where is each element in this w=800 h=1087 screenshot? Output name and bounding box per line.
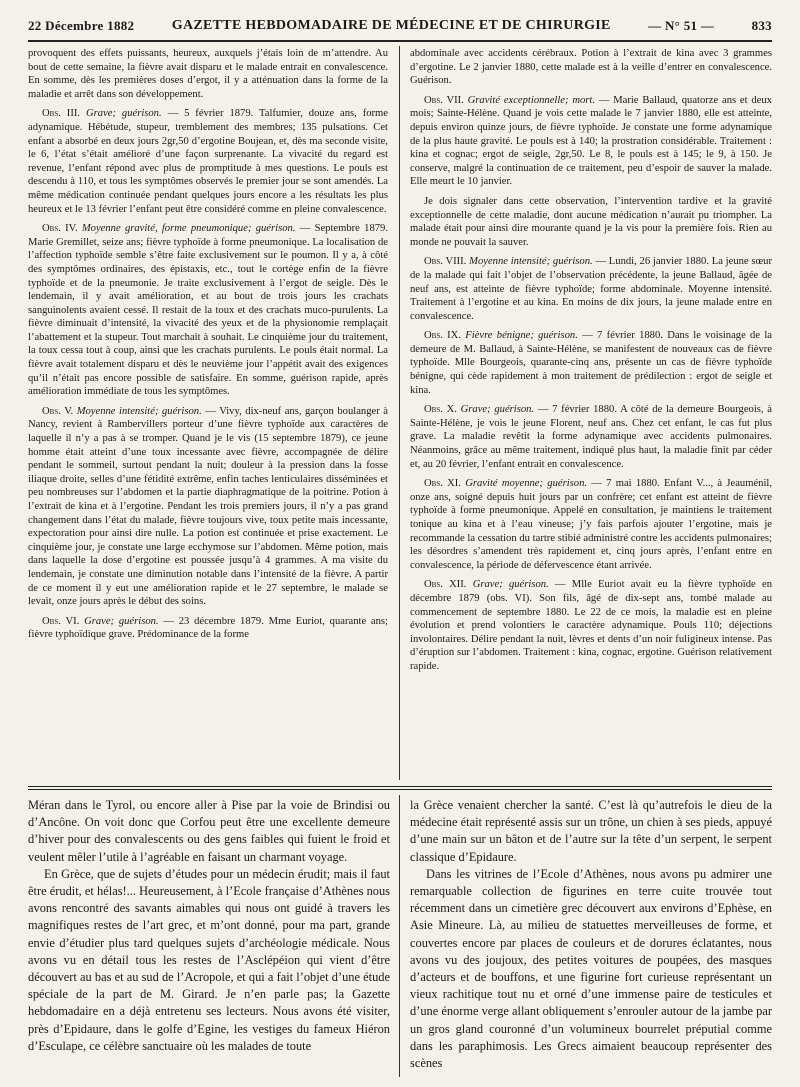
observation-7 — [410, 94, 772, 189]
observation-9 — [410, 329, 772, 397]
column-divider — [399, 46, 400, 780]
journal-title: GAZETTE HEBDOMADAIRE DE MÉDECINE ET DE CHIRURGIE — [171, 18, 611, 33]
paragraph — [410, 47, 772, 88]
obs-text: — Lundi, 26 janvier 1880. La jeune sœur de la malade qui fait l’objet de l’observation précédente, la jeune Ballaud, âgée de neuf ans, est atteinte de fièvre typhoïde; forme abdominale. Moyenne intensité. Traitement à l’ergotine et au kina. En moins de dix jours, la jeune malade entre en convalescence. — [410, 256, 772, 322]
obs-lead: Obs. VIII. — [424, 256, 467, 268]
paragraph — [410, 195, 772, 249]
obs-subtitle: Moyenne intensité; guérison. — [469, 256, 593, 268]
paragraph: Dans les vitrines de l’Ecole d’Athènes, nous avons pu admirer une remarquable collection de figurines en terre cuite trouvée tout récemment dans un cimetière grec découvert aux environs d’Ephèse, en Asie Mineure. Là, au milieu de statuettes merveilleuses de forme, et couvertes encore par places de couleurs et de dorures éclatantes, nous avons vu des joujoux, des petites voitures de poupées, des masques d’acteurs et de bouffons, et une figurine fort curieuse représentant un vieux rachitique tout nu et orné d’une immense paire de testicules et d’une énorme verge allant obliquement s’enrouler autour de la jambe par un gros gland couronné d’un volumineux bourrelet préputial comme dans les paraphimosis. Les Grecs aimaient beaucoup représenter des scènes — [410, 866, 772, 1071]
observation-10 — [410, 403, 772, 471]
obs-text: provoquent des effets puissants, heureux, auxquels j’étais loin de m’attendre. Au bout de cette semaine, la fièvre avait disparu et le malade entrait en convalescence. En somme, dès les premières doses d’ergot, il y a atténuation dans la forme de la maladie et arrêt dans son développement. — [28, 48, 388, 100]
header-date: 22 Décembre 1882 — [28, 18, 135, 33]
obs-text: — 7 mai 1880. Enfant V..., à Jeauménil, onze ans, soigné depuis huit jours par un confrère; cet enfant est atteint de fièvre typhoïde à forme pneumonique. Appelé en consultation, je maintiens le traitement tonique au kina et à l’eau vineuse; j’y fais parfois ajouter l’ergotine, mais je recommande la cessation du tartre stibié administré contre les accidents pulmonaires; les désordres s’amendent très rapidement et, cinq jours après, l’enfant entre en convalescence, la période de défervescence étant arrivée. — [410, 478, 772, 571]
obs-text: — Septembre 1879. Marie Gremillet, seize ans; fièvre typhoïde à forme pneumonique. La localisation de l’affection typhoïde semble s’être faite exclusivement sur le poumon. Il y a, à côté des symptômes ordinaires, des épistaxis, etc., tout le cortège enfin de la fièvre typhoïde et de la pneumonie. Je traite exclusivement à l’ergot de seigle. Dès le lendemain, il y avait amélioration, et au bout de trois jours les crachats sanguinolents avaient cessé. Il restait de la toux et des crachats muco-purulents. La fièvre diminuait d’intensité, la vivacité des yeux et de la physionomie remplaçait l’abattement et la stupeur. Tout marchait à souhait. Le cinquième jour du traitement, la toux cessa tout à coup, ainsi que les crachats purulents. Le pouls était normal. La fièvre avait totalement disparu et dès le neuvième jour l’appétit avait des exigences qu’il n’était pas encore possible de satisfaire. En somme, guérison rapide, après amélioration immédiate de tous les symptômes. — [28, 223, 388, 398]
obs-subtitle: Grave; guérison. — [460, 404, 535, 416]
obs-lead: Obs. XII. — [424, 579, 467, 591]
obs-text: — Mlle Euriot avait eu la fièvre typhoïde en décembre 1879 (obs. VI). Son fils, âgé de dix-sept ans, tombé malade au commencement de septembre 1880. Le 22 de ce mois, la maladie est en pleine évolution et prend volontiers le caractère adynamique. Pouls 110; déjections involontaires. Délire pendant la nuit, lèvres et dents d’un noir fuligineux intense. Pas d’éruption sur l’abdomen. Traitement : kina, cognac, ergotine. Guérison relativement rapide. — [410, 579, 772, 672]
paragraph — [28, 47, 388, 101]
obs-text: Je dois signaler dans cette observation, l’intervention tardive et la gravité exceptionnelle de cette maladie, dont aucune médication n’aurait pu triompher. La malade était pour ainsi dire mourante quand je la vis pour la première fois. Rien au monde ne pouvait la sauver. — [410, 195, 772, 248]
obs-text: — 7 février 1880. A côté de la demeure Bourgeois, à Sainte-Hélène, je vois le jeune Florent, neuf ans. Chez cet enfant, le cas fut plus grave. La maladie revêtit la forme adynamique avec accidents pulmonaires. Néanmoins, grâce au même traitement, indiqué plus haut, la maladie finit par céder et, au 20 février, l’enfant entrait en convalescence. — [410, 404, 772, 470]
feuilleton-right — [410, 797, 772, 1072]
observation-5 — [28, 405, 388, 609]
feuilleton-left — [28, 797, 390, 1055]
obs-subtitle: Grave; guérison. — [85, 108, 162, 120]
obs-text: — Vivy, dix-neuf ans, garçon boulanger à Nancy, revient à Rambervillers porteur d’une fièvre typhoïde aux caractères de laquelle il n’y a pas à se tromper. Quand je le vis (15 septembre 1879), ce jeune homme était atteint d’une toux incessante avec fièvre, accompagnée de délire pendant le sommeil, surtout pendant la nuit; douleur à la pression dans la fosse iliaque droite, selles d’une fétidité extrême, enfin taches lenticulaires disséminées et peu nombreuses sur l’abdomen et la partie diaphragmatique de la poitrine. Potion à l’extrait de kina et à l’ergotine. Pendant les trois premiers jours, il n’y a pas grand changement dans l’état du malade, fièvre toujours vive, toux petite mais incessante, expectoration pour ainsi dire nulle. La potion est continuée et prise exactement. Le cinquième jour, je constate une large ecchymose sur l’abdomen. Même potion, mais dans laquelle la dose d’ergotine est poussée jusqu’à 4 grammes. A ma visite du lendemain, je constate une diminution notable dans l’intensité de la fièvre. A partir de ce moment il y eut une amélioration rapide et le 27 septembre, le malade se levait, onze jours après le début des soins. — [28, 405, 388, 608]
obs-lead: Obs. IV. — [42, 223, 78, 235]
observation-11 — [410, 477, 772, 572]
obs-subtitle: Gravité moyenne; guérison. — [465, 478, 588, 490]
obs-subtitle: Grave; guérison. — [472, 579, 549, 591]
obs-lead: Obs. V. — [42, 405, 74, 417]
page-number: 833 — [751, 18, 772, 33]
observation-6 — [28, 615, 388, 642]
obs-subtitle: Fièvre bénigne; guérison. — [465, 330, 578, 342]
obs-lead: Obs. X. — [424, 404, 457, 416]
issue-number: — N° 51 — — [648, 18, 715, 33]
observation-12 — [410, 578, 772, 673]
paragraph: la Grèce venaient chercher la santé. C’est là qu’autrefois le dieu de la médecine était représenté assis sur un trône, un chien à ses pieds, appuyé d’une main sur un bâton et de l’autre sur la tête d’un serpent, le serpent classique d’Epidaure. — [410, 798, 772, 864]
obs-text: — Marie Ballaud, quatorze ans et deux mois; Sainte-Hélène. Quand je vois cette malade le 7 janvier 1880, elle est atteinte, depuis environ quinze jours, de fièvre typhoïde. Je constate une forme adynamique de la plus haute gravité. Le pouls est à 140; la prostration considérable. Traitement : kina et cognac; ergot de seigle, 2gr,50. Le 8, le pouls est à 145; le 9, à 150. Je conserve, malgré la continuation de ce traitement, peu d’espoir de sauver la malade. Elle meurt le 10 janvier. — [410, 94, 772, 188]
page-header — [28, 14, 772, 38]
section-divider — [28, 789, 772, 790]
section-divider — [28, 786, 772, 787]
obs-lead: Obs. VII. — [424, 94, 464, 106]
header-rule — [28, 40, 772, 42]
obs-lead: Obs. VI. — [42, 615, 80, 627]
left-column — [28, 47, 388, 648]
obs-subtitle: Grave; guérison. — [84, 615, 159, 627]
obs-lead: Obs. III. — [42, 108, 81, 120]
observation-4 — [28, 222, 388, 399]
obs-subtitle: Gravité exceptionnelle; mort. — [467, 94, 595, 106]
right-column — [410, 47, 772, 680]
obs-text: — 5 février 1879. Talfumier, douze ans, forme adynamique. Hébétude, stupeur, tremblement des membres; 135 pulsations. Cet enfant a absorbé en deux jours 2gr,50 d’ergotine Boujean, et, dès ma seconde visite, le 6, l’état s’était amélioré d’une façon surprenante. La vivacité du regard est revenue, l’enfant répond avec plus de promptitude à mes questions. Le pouls est descendu à 110, et tous les symptômes observés le premier jour se sont amendés. La même médication continuée pendant quelques jours encore a les résultats les plus heureux et le 13 février l’enfant peut être considéré comme en pleine convalescence. — [28, 108, 389, 215]
observation-3 — [28, 107, 388, 216]
obs-lead: Obs. XI. — [424, 478, 461, 490]
obs-text: — 7 février 1880. Dans le voisinage de la demeure de M. Ballaud, à Sainte-Hélène, se manifestent de nouveaux cas de fièvre typhoïde. Mlle Bourgeois, quarante-cinq ans, présente un cas de fièvre typhoïde bénigne, qui cède rapidement à mon traitement de prédilection : ergot de seigle et kina. — [410, 330, 772, 396]
obs-text: abdominale avec accidents cérébraux. Potion à l’extrait de kina avec 3 grammes d’ergotine. Le 2 janvier 1880, cette malade est à la veille d’entrer en convalescence. Guérison. — [410, 48, 772, 87]
obs-subtitle: Moyenne intensité; guérison. — [76, 405, 202, 417]
paragraph: Méran dans le Tyrol, ou encore aller à Pise par la voie de Brindisi ou d’Ancône. On voit donc que Corfou peut être une excellente demeure d’hiver pour des convalescents ou des gens faibles qui fuient le froid et veulent mêler l’utile à l’agréable en faisant un charmant voyage. — [28, 798, 390, 864]
obs-text: — 23 décembre 1879. Mme Euriot, quarante ans; fièvre typhoïdique grave. Prédominance de la forme — [28, 615, 388, 641]
obs-subtitle: Moyenne gravité, forme pneumonique; guérison. — [81, 223, 296, 235]
paragraph: En Grèce, que de sujets d’études pour un médecin érudit; mais il faut être érudit, et hélas!... Heureusement, à l’Ecole française d’Athènes nous avons rencontré des savants aimables qui nous ont guidé à travers les magnifiques restes de l’art grec, et m’ont donné, pour ma part, grande envie d’étudier plus tard quelques sujets d’archéologie médicale. Nous avons vu en détail tous les restes de l’Asclépéion qui vient d’être découvert au bas et au sud de l’Acropole, et qui a fait l’objet d’une étude spéciale de la part de M. Girard. Je n’en parle pas; la Gazette hebdomadaire en a déjà entretenu ses lecteurs. Nous avons été visiter, près d’Epidaure, dans le golfe d’Egine, les vestiges du fameux Hiéron d’Esculape, ce célèbre sanctuaire où les malades de toute — [28, 866, 390, 1053]
obs-lead: Obs. IX. — [424, 330, 461, 342]
column-divider — [399, 795, 400, 1077]
observation-8 — [410, 255, 772, 323]
